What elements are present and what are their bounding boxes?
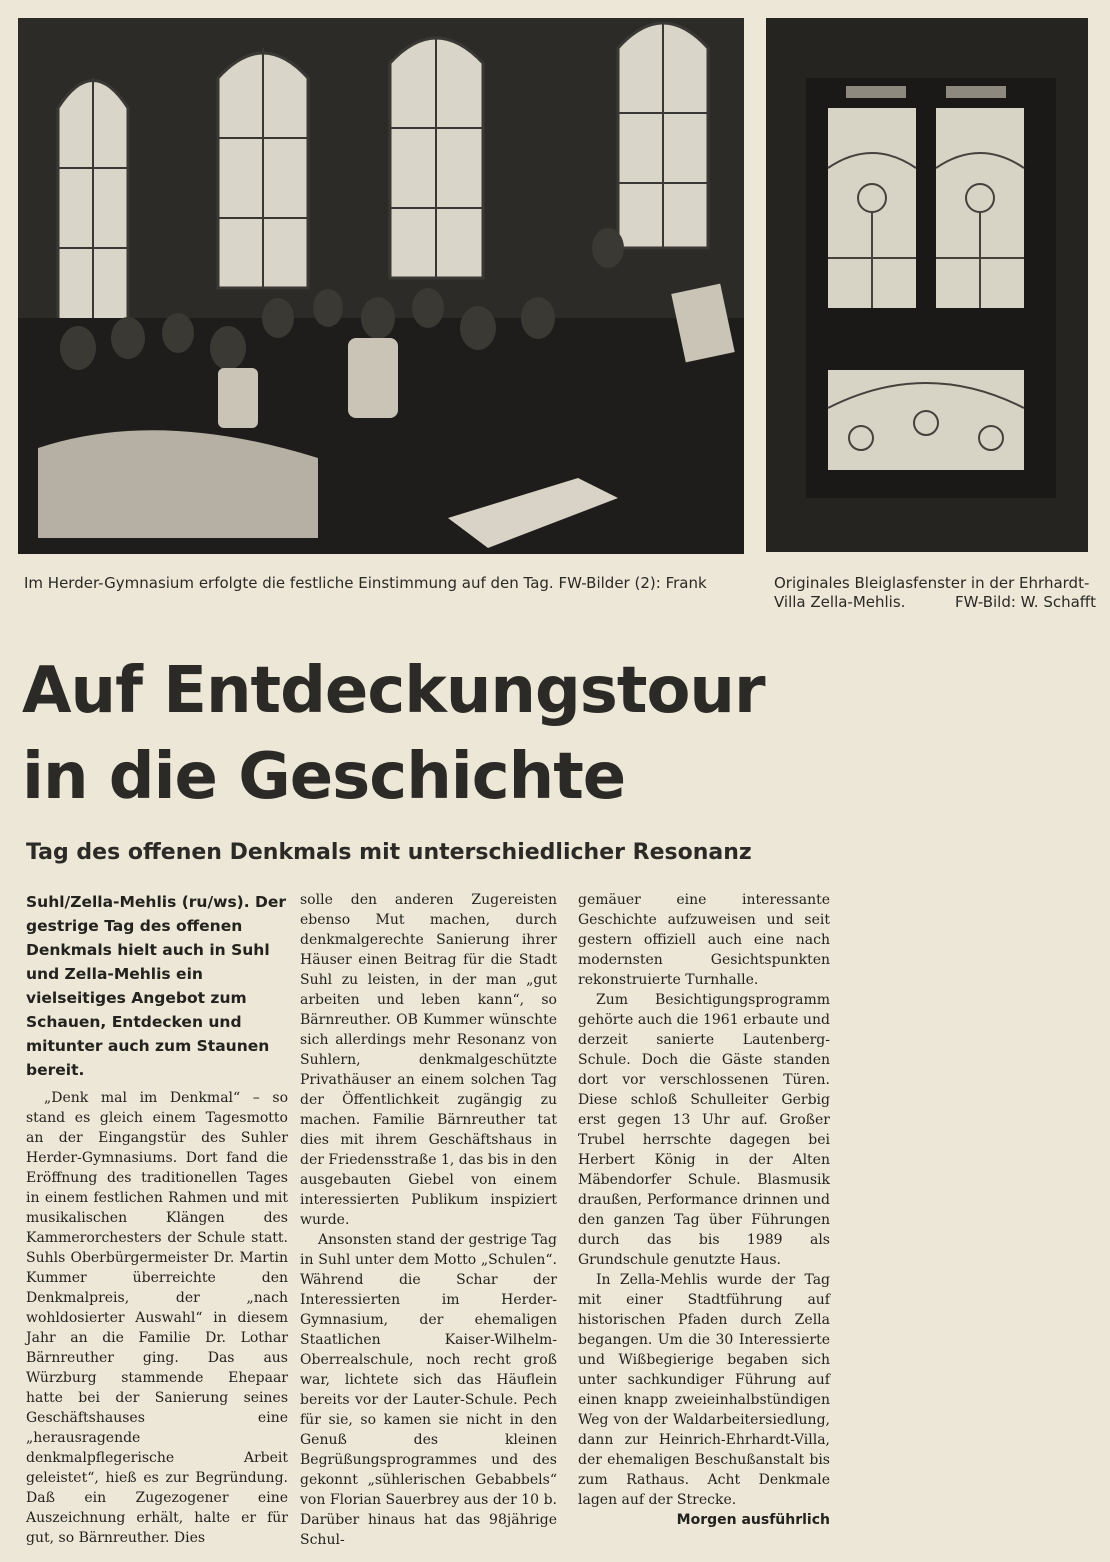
headline xyxy=(22,648,1022,820)
photo-caption-right xyxy=(774,574,1104,612)
caption-right-line1: Originales Bleiglasfenster in der Ehrhardt- xyxy=(774,574,1090,592)
stained-glass-photo xyxy=(766,18,1088,552)
photo-caption-left: Im Herder-Gymnasium erfolgte die festliche Einstimmung auf den Tag. FW-Bilder (2): Frank xyxy=(24,574,707,592)
article-lead xyxy=(26,890,288,1082)
stained-glass-window-image xyxy=(766,18,1088,552)
paragraph: gemäuer eine interessante Geschichte aufzuweisen und seit gestern offiziell auch eine nach modernsten Gesichtspunkten rekonstruierte Turnhalle. xyxy=(578,892,830,988)
headline-line1: Auf Entdeckungstour xyxy=(22,654,765,728)
concert-photo xyxy=(18,18,744,554)
article-column-3 xyxy=(578,890,830,1530)
headline-line2: in die Geschichte xyxy=(22,740,626,814)
article-column-2 xyxy=(300,890,557,1550)
signoff: Morgen ausführlich xyxy=(676,1512,830,1528)
caption-right-credit: FW-Bild: W. Schafft xyxy=(954,593,1096,611)
dateline: Suhl/Zella-Mehlis (ru/ws). xyxy=(26,893,250,911)
paragraph: In Zella-Mehlis wurde der Tag mit einer Stadtführung auf historischen Pfaden durch Zella begangen. Um die 30 Interessierte und Wißbegierige begaben sich unter sachkundiger Führung auf einen knapp zweieinhalbstündigen Weg von der Waldarbeitersiedlung, dann zur Heinrich-Ehrhardt-Villa, der ehemaligen Beschußanstalt bis zum Rathaus. Acht Denkmale lagen auf der Strecke. xyxy=(578,1272,830,1508)
paragraph: „Denk mal im Denkmal“ – so stand es gleich einem Tagesmotto an der Eingangstür des Suhler Herder-Gymnasiums. Dort fand die Eröffnung des traditionellen Tages in einem festlichen Rahmen und mit musikalischen Klängen des Kammerorchesters der Schule statt. Suhls Oberbürgermeister Dr. Martin Kummer überreichte den Denkmalpreis, der „nach wohldosierter Auswahl“ in diesem Jahr an die Familie Dr. Lothar Bärnreuther ging. Das aus Würzburg stammende Ehepaar hatte bei der Sanierung seines Geschäftshauses eine „herausragende denkmalpflegerische Arbeit geleistet“, hieß es zur Begründung. Daß ein Zugezogener eine Auszeichnung erhält, halte er für gut, so Bärnreuther. Dies xyxy=(26,1090,288,1546)
paragraph: Ansonsten stand der gestrige Tag in Suhl unter dem Motto „Schulen“. Während die Schar der Interessierten im Herder-Gymnasium, der ehemaligen Staatlichen Kaiser-Wilhelm-Oberrealschule, noch recht groß war, lichtete sich das Häuflein bereits vor der Lauter-Schule. Pech für sie, so kamen sie nicht in den Genuß des kleinen Begrüßungsprogrammes und des gekonnt „sühlerischen Gebabbels“ von Florian Sauerbrey aus der 10 b. Darüber hinaus hat das 98jährige Schul- xyxy=(300,1232,557,1548)
paragraph: Zum Besichtigungsprogramm gehörte auch die 1961 erbaute und derzeit sanierte Lautenberg-Schule. Doch die Gäste standen dort vor verschlossenen Türen. Diese schloß Schulleiter Gerbig erst gegen 13 Uhr auf. Großer Trubel herrschte dagegen bei Herbert König in der Alten Mäbendorfer Schule. Blasmusik draußen, Performance drinnen und den ganzen Tag über Führungen durch das bis 1989 als Grundschule genutzte Haus. xyxy=(578,992,830,1268)
subheadline: Tag des offenen Denkmals mit unterschiedlicher Resonanz xyxy=(26,840,752,865)
caption-right-location: Villa Zella-Mehlis. xyxy=(774,593,906,611)
paragraph: solle den anderen Zugereisten ebenso Mut machen, durch denkmalgerechte Sanierung ihrer Häuser einen Beitrag für die Stadt Suhl zu leisten, in der man „gut arbeiten und leben kann“, so Bärnreuther. OB Kummer wünschte sich allerdings mehr Resonanz von Suhlern, denkmalgeschützte Privathäuser an einem solchen Tag der Öffentlichkeit zugängig zu machen. Familie Bärnreuther tat dies mit ihrem Geschäftshaus in der Friedensstraße 1, das bis in den ausgebauten Giebel von einem interessierten Publikum inspiziert wurde. xyxy=(300,892,557,1228)
concert-hall-image xyxy=(18,18,744,554)
lead-text: Der gestrige Tag des offenen Denkmals hielt auch in Suhl und Zella-Mehlis ein vielseitiges Angebot zum Schauen, Entdecken und mitunter auch zum Staunen bereit. xyxy=(26,893,287,1079)
article-column-1 xyxy=(26,890,288,1548)
